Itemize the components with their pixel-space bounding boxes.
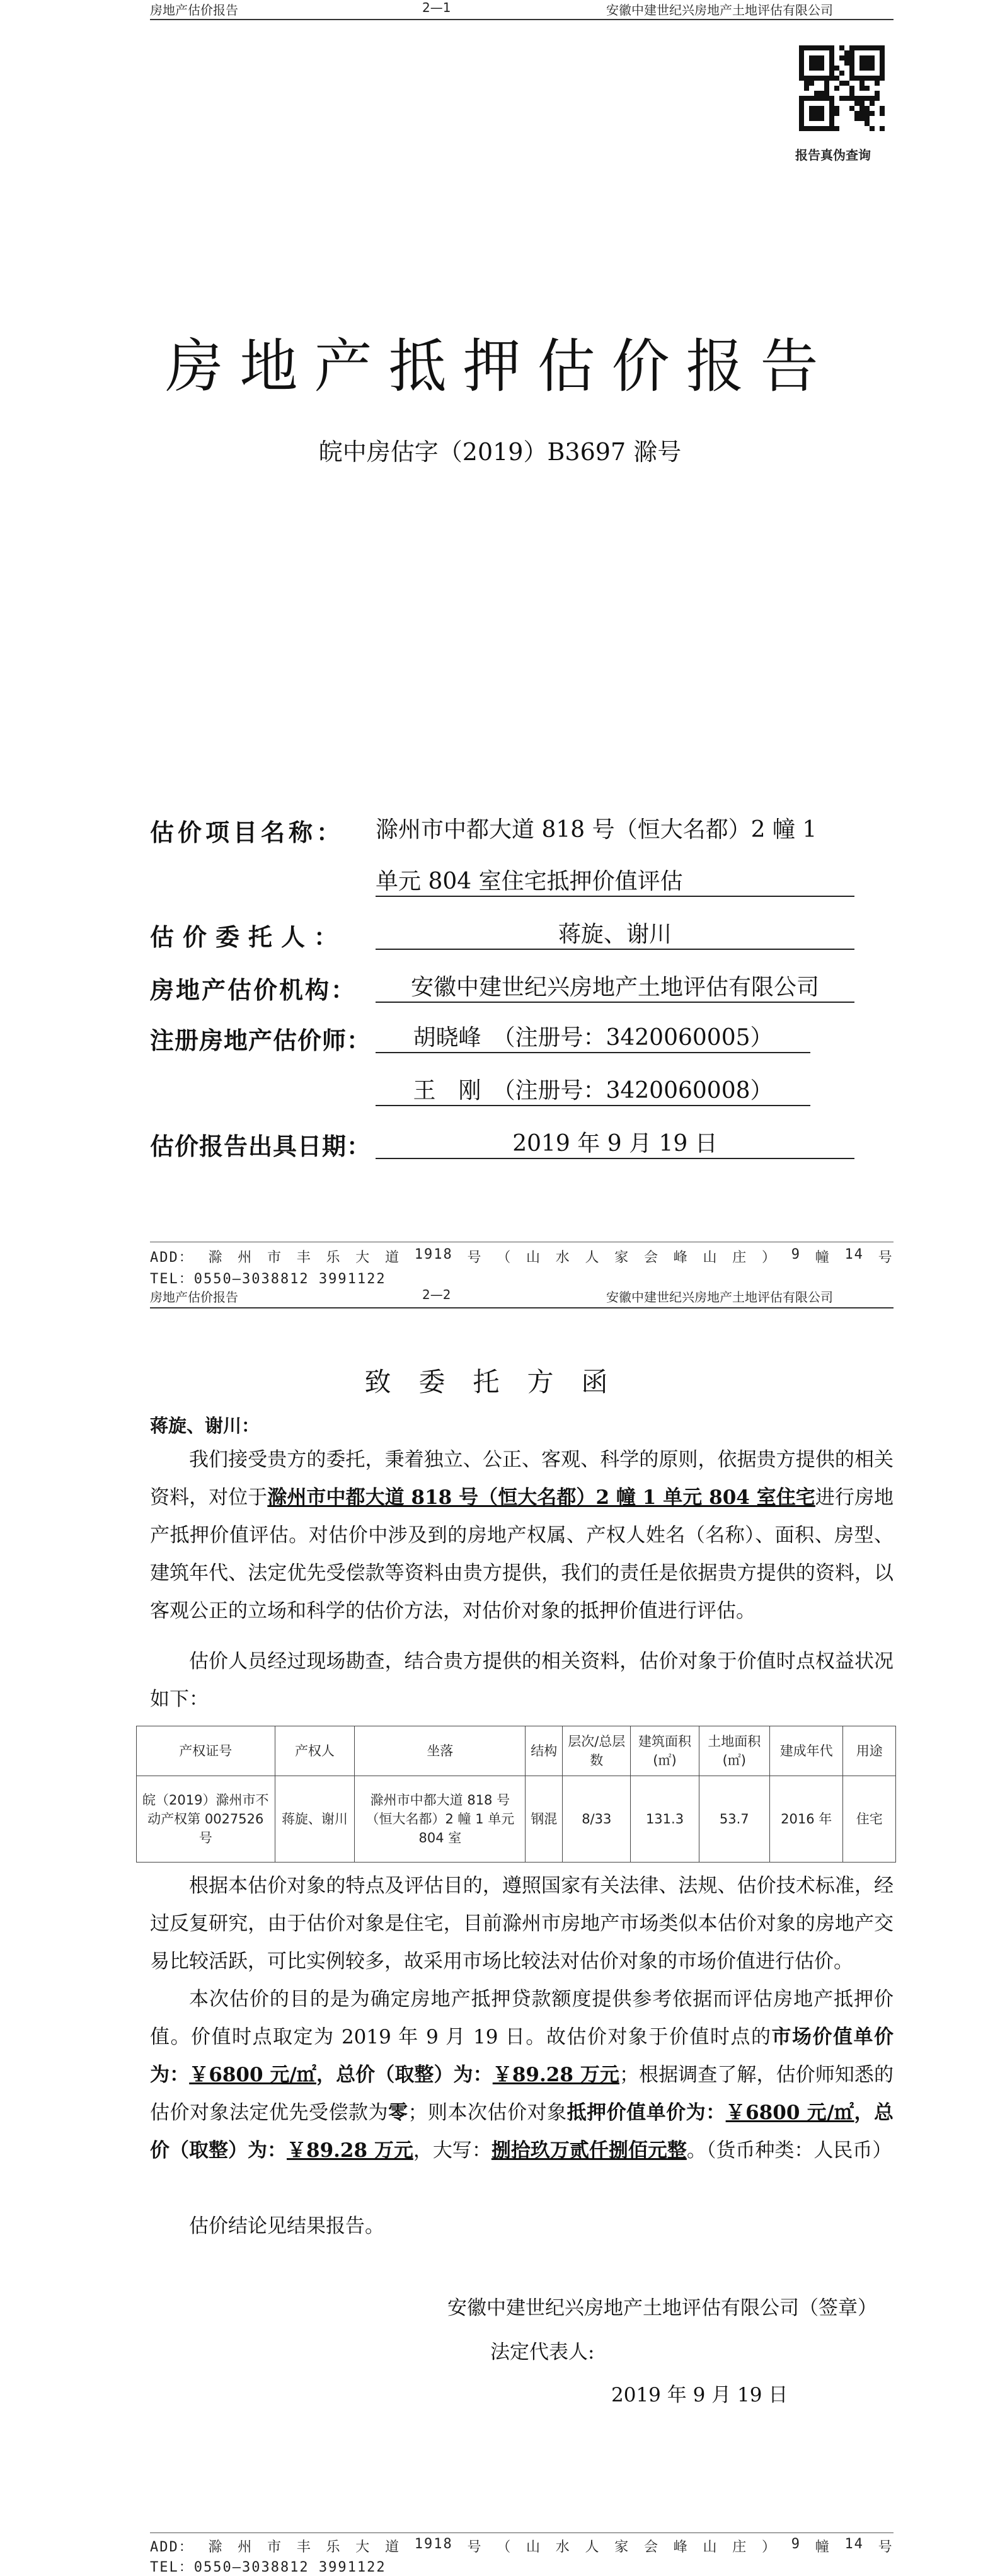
footer-tel: TEL：0550—3038812 3991122 xyxy=(150,2560,386,2575)
qr-code[interactable] xyxy=(799,45,885,131)
paragraph-2: 估价人员经过现场勘查，结合贵方提供的相关资料，估价对象于价值时点权益状况如下： xyxy=(150,1650,894,1711)
paragraph-4: 本次估价的目的是为确定房地产抵押贷款额度提供参考依据而评估房地产抵押价值。价值时点取定为 2019 年 9 月 19 日。故估价对象于价值时点的市场价值单价为：￥6800 元/㎡，总价（取整）为：￥89.28 万元；根据调查了解，估价师知悉的估价对象法定优先受偿款为零；则本次估价对象抵押价值单价为：￥6800 元/㎡，总价（取整）为：￥89.28 万元，大写：捌拾玖万贰仟捌佰元整。（货币种类：人民币） xyxy=(150,1988,894,2162)
salutation: 蒋旋、谢川： xyxy=(150,1415,260,1436)
table-cell-building-area: 131.3 xyxy=(631,1776,699,1863)
report-date-value: 2019 年 9 月 19 日 xyxy=(376,1126,854,1159)
table-header-cell: 产权人 xyxy=(275,1726,355,1776)
table-header-cell: 产权证号 xyxy=(137,1726,275,1776)
header-rule xyxy=(150,1307,894,1308)
agency-label: 房地产估价机构： xyxy=(150,976,357,1004)
table-cell-owner: 蒋旋、谢川 xyxy=(275,1776,355,1863)
footer-tel: TEL：0550—3038812 3991122 xyxy=(150,1271,386,1287)
client-label: 估价委托人： xyxy=(150,923,347,951)
header-page-number: 2—1 xyxy=(422,0,451,15)
qr-caption: 报告真伪查询 xyxy=(795,147,871,163)
table-header-cell: 建成年代 xyxy=(769,1726,842,1776)
table-cell-structure: 钢混 xyxy=(526,1776,563,1863)
letter-title: 致委托方函 xyxy=(364,1366,636,1397)
table-cell-usage: 住宅 xyxy=(843,1776,896,1863)
footer-address: ADD： 滁 州 市 丰 乐 大 道 1918 号 （ 山 水 人 家 会 峰 山 庄 ） 9 幢 14 号 xyxy=(150,1247,894,1266)
signature-company: 安徽中建世纪兴房地产土地评估有限公司（签章） xyxy=(447,2297,877,2319)
report-number: 皖中房估字（2019）B3697 滁号 xyxy=(318,438,682,466)
appraiser-1: 胡晓峰 （注册号：3420060005） xyxy=(376,1020,810,1053)
header-company: 安徽中建世纪兴房地产土地评估有限公司 xyxy=(606,1290,833,1305)
project-name-label: 估价项目名称： xyxy=(150,819,345,846)
table-cell-location: 滁州市中都大道 818 号（恒大名都）2 幢 1 单元 804 室 xyxy=(355,1776,526,1863)
client-value: 蒋旋、谢川 xyxy=(376,916,854,950)
paragraph-1: 我们接受贵方的委托，秉着独立、公正、客观、科学的原则，依据贵方提供的相关资料，对位于滁州市中都大道 818 号（恒大名都）2 幢 1 单元 804 室住宅进行房地产抵押价值评估。对估价中涉及到的房地产权属、产权人姓名（名称）、面积、房型、建筑年代、法定优先受偿款等资料由贵方提供，我们的责任是依据贵方提供的资料，以客观公正的立场和科学的估价方法，对估价对象的抵押价值进行评估。 xyxy=(150,1448,894,1622)
table-header-cell: 坐落 xyxy=(355,1726,526,1776)
table-header-row xyxy=(137,1726,896,1776)
report-date-label: 估价报告出具日期： xyxy=(150,1133,372,1160)
table-header-cell: 层次/总层数 xyxy=(563,1726,631,1776)
header-company: 安徽中建世纪兴房地产土地评估有限公司 xyxy=(606,3,833,18)
header-rule xyxy=(150,19,894,20)
table-cell-certificate: 皖（2019）滁州市不动产权第 0027526 号 xyxy=(137,1776,275,1863)
signature-date: 2019 年 9 月 19 日 xyxy=(611,2384,788,2406)
footer-address: ADD： 滁 州 市 丰 乐 大 道 1918 号 （ 山 水 人 家 会 峰 山 庄 ） 9 幢 14 号 xyxy=(150,2536,894,2555)
property-table xyxy=(136,1726,896,1863)
table-header-cell: 建筑面积(㎡) xyxy=(631,1726,699,1776)
agency-value: 安徽中建世纪兴房地产土地评估有限公司 xyxy=(376,969,854,1003)
table-header-cell: 结构 xyxy=(526,1726,563,1776)
project-name-value-line1: 滁州市中都大道 818 号（恒大名都）2 幢 1 xyxy=(376,817,817,843)
table-header-cell: 用途 xyxy=(843,1726,896,1776)
table-header-cell: 土地面积(㎡) xyxy=(699,1726,769,1776)
table-row xyxy=(137,1776,896,1863)
table-cell-land-area: 53.7 xyxy=(699,1776,769,1863)
paragraph-5: 估价结论见结果报告。 xyxy=(189,2215,384,2238)
paragraph-3: 根据本估价对象的特点及评估目的，遵照国家有关法律、法规、估价技术标准，经过反复研究，由于估价对象是住宅，目前滁州市房地产市场类似本估价对象的房地产交易比较活跃，可比实例较多，故采用市场比较法对估价对象的市场价值进行估价。 xyxy=(150,1874,894,1973)
header-page-number: 2—2 xyxy=(422,1287,451,1302)
header-left: 房地产估价报告 xyxy=(150,3,238,18)
table-cell-floor: 8/33 xyxy=(563,1776,631,1863)
table-cell-year: 2016 年 xyxy=(769,1776,842,1863)
appraiser-label: 注册房地产估价师： xyxy=(150,1027,372,1054)
project-name-value-line2: 单元 804 室住宅抵押价值评估 xyxy=(376,863,854,897)
header-left: 房地产估价报告 xyxy=(150,1290,238,1305)
appraiser-2: 王 刚 （注册号：3420060008） xyxy=(376,1073,810,1106)
report-title: 房地产抵押估价报告 xyxy=(165,333,835,400)
signature-representative: 法定代表人: xyxy=(490,2341,595,2364)
